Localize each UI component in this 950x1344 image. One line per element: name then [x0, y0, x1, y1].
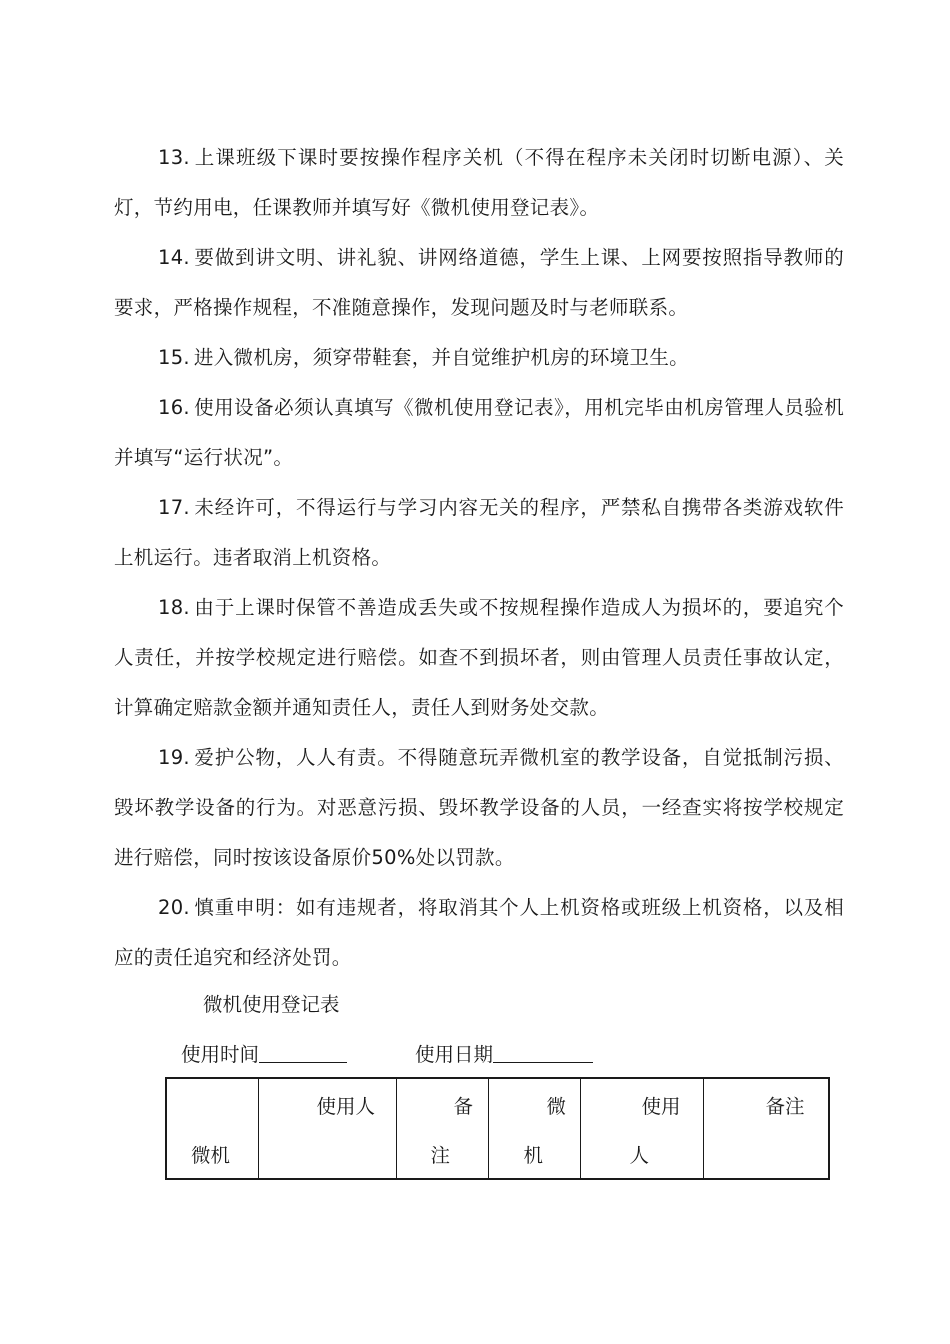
header-text: 微机: [191, 1144, 231, 1167]
header-text: 人: [629, 1144, 650, 1167]
rule-text: 使用设备必须认真填写《微机使用登记表》，用机完毕由机房管理人员验机并填写“运行状况”。: [114, 396, 844, 469]
header-text: 微: [546, 1095, 567, 1118]
rule-17: [114, 483, 844, 583]
time-label: 使用时间: [181, 1043, 260, 1066]
rules-list: [114, 133, 844, 983]
usage-log-table: [165, 1077, 830, 1180]
rule-number: 20.: [158, 896, 190, 919]
rule-text: 进入微机房，须穿带鞋套，并自觉维护机房的环境卫生。: [193, 346, 689, 369]
rule-20: [114, 883, 844, 983]
header-cell-user: [258, 1078, 396, 1179]
table-header-row: [166, 1078, 829, 1179]
rule-number: 18.: [158, 596, 190, 619]
date-label: 使用日期: [415, 1043, 494, 1066]
rule-14: [114, 233, 844, 333]
header-cell-remark-2: [703, 1078, 829, 1179]
time-blank: [259, 1036, 347, 1063]
header-text: 使用: [641, 1095, 681, 1118]
rule-text: 未经许可，不得运行与学习内容无关的程序，严禁私自携带各类游戏软件上机运行。违者取消上机资格。: [114, 496, 844, 569]
rule-text: 慎重申明：如有违规者，将取消其个人上机资格或班级上机资格，以及相应的责任追究和经济处罚。: [114, 896, 844, 969]
date-blank: [493, 1036, 593, 1063]
rule-15: [114, 333, 844, 383]
header-cell-computer-2: [488, 1078, 580, 1179]
rule-text: 要做到讲文明、讲礼貌、讲网络道德，学生上课、上网要按照指导教师的要求，严格操作规程，不准随意操作，发现问题及时与老师联系。: [114, 246, 844, 319]
rule-13: [114, 133, 844, 233]
rule-text: 上课班级下课时要按操作程序关机（不得在程序未关闭时切断电源）、关灯，节约用电，任课教师并填写好《微机使用登记表》。: [114, 146, 844, 219]
header-text: 备注: [765, 1095, 805, 1118]
rule-text: 爱护公物，人人有责。不得随意玩弄微机室的教学设备，自觉抵制污损、毁坏教学设备的行为。对恶意污损、毁坏教学设备的人员，一经查实将按学校规定进行赔偿，同时按该设备原价50%处以罚款。: [114, 746, 844, 869]
header-text: 备: [453, 1095, 474, 1118]
header-text: 注: [430, 1144, 451, 1167]
rule-number: 16.: [158, 396, 190, 419]
rule-number: 14.: [158, 246, 190, 269]
rule-number: 17.: [158, 496, 190, 519]
rule-text: 由于上课时保管不善造成丢失或不按规程操作造成人为损坏的，要追究个人责任，并按学校规定进行赔偿。如查不到损坏者，则由管理人员责任事故认定，计算确定赔款金额并通知责任人，责任人到财务处交款。: [114, 596, 844, 719]
header-cell-user-2: [580, 1078, 703, 1179]
rule-19: [114, 733, 844, 883]
header-text: 机: [523, 1144, 544, 1167]
form-title: 微机使用登记表: [203, 993, 340, 1016]
header-text: 使用人: [316, 1095, 376, 1118]
rule-18: [114, 583, 844, 733]
rule-number: 13.: [158, 146, 190, 169]
rule-number: 19.: [158, 746, 190, 769]
rule-number: 15.: [158, 346, 190, 369]
rule-16: [114, 383, 844, 483]
header-cell-remark: [396, 1078, 488, 1179]
form-fields: [181, 1035, 593, 1075]
header-cell-computer: [166, 1078, 258, 1179]
